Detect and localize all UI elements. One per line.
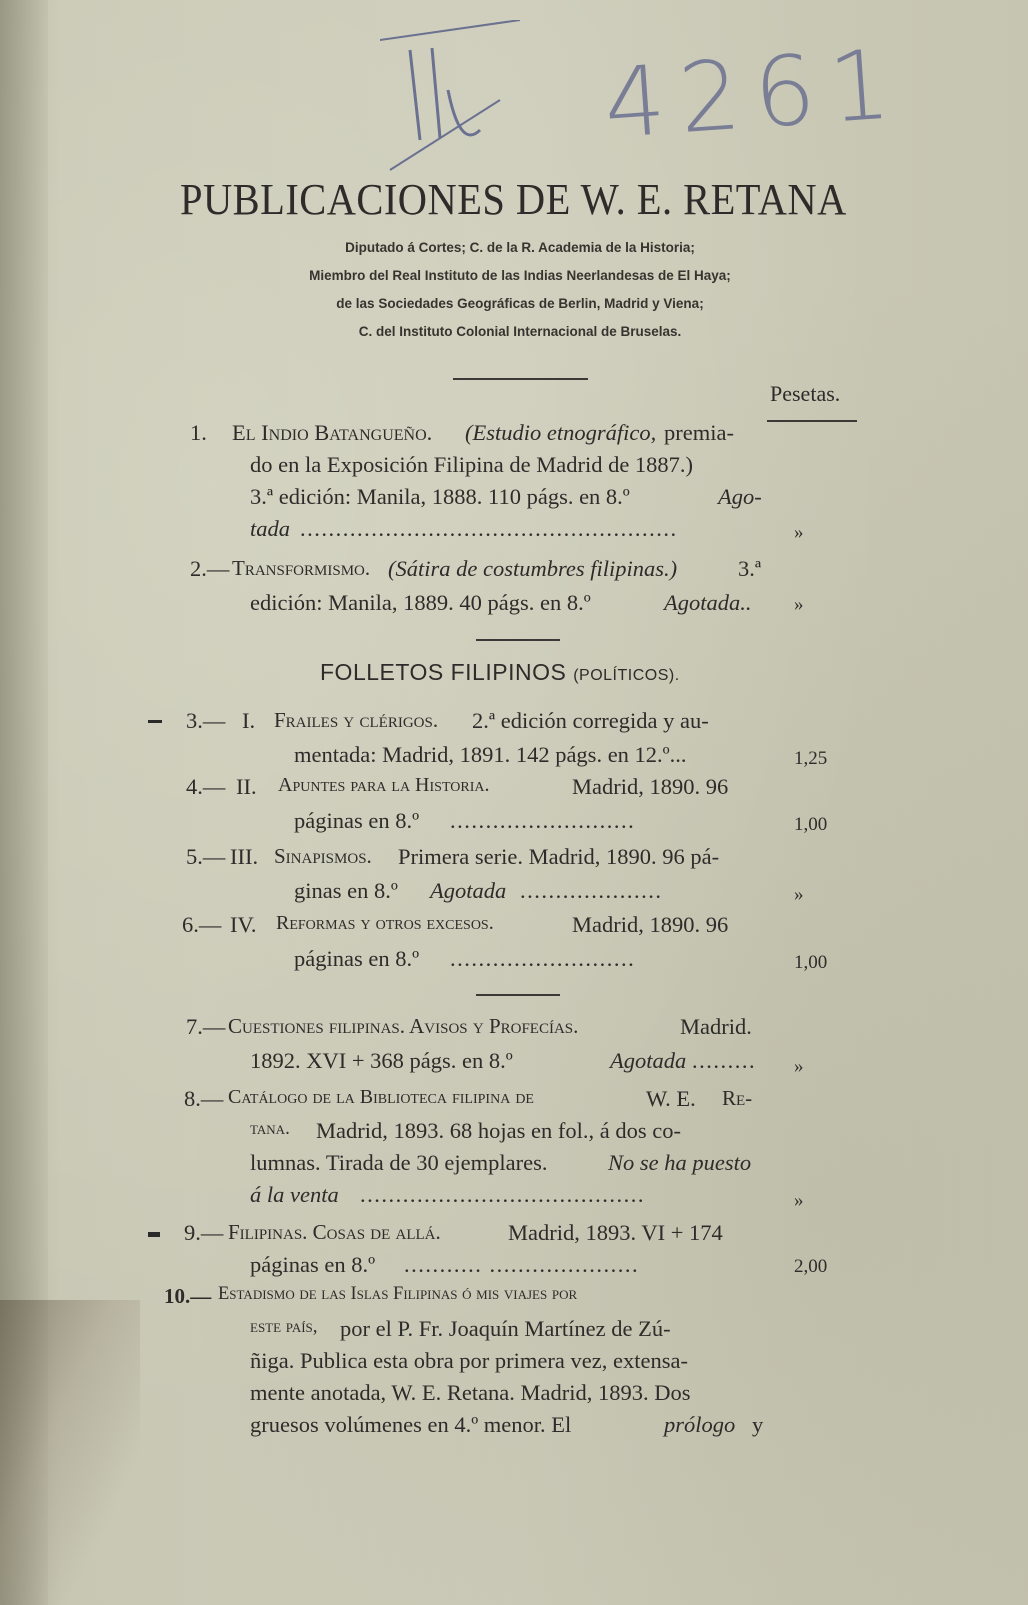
entry-number: 7.— bbox=[186, 1014, 226, 1039]
entry-number: 4.— bbox=[186, 774, 226, 799]
entry-title: este país, bbox=[250, 1316, 318, 1337]
divider bbox=[476, 639, 560, 641]
entry-price: 2,00 bbox=[794, 1256, 828, 1277]
entry-text: Madrid. bbox=[680, 1014, 752, 1039]
entry-price: 1,25 bbox=[794, 748, 828, 769]
entry-text: do en la Exposición Filipina de Madrid de 1887.) bbox=[250, 452, 694, 477]
entry-status: No se ha puesto bbox=[608, 1150, 752, 1175]
entry-text: edición: Manila, 1889. 40 págs. en 8.º bbox=[250, 590, 591, 615]
entry-number: 9.— bbox=[184, 1220, 224, 1245]
entry-price: » bbox=[794, 1056, 804, 1077]
entry-text: W. E. bbox=[646, 1086, 696, 1111]
leader-dots: .......................... bbox=[450, 808, 636, 833]
leader-dots: ......... bbox=[692, 1048, 757, 1073]
entry-price: » bbox=[794, 1190, 804, 1211]
entry-title: Cuestiones filipinas. Avisos y Profecías. bbox=[228, 1014, 579, 1038]
entry-status: Ago- bbox=[718, 484, 762, 509]
leader-dots: ........................................ bbox=[360, 1182, 645, 1207]
leader-dots: .......................... bbox=[450, 946, 636, 971]
entry-roman-numeral: IV. bbox=[230, 912, 257, 937]
entry-title: Apuntes para la Historia. bbox=[278, 774, 490, 796]
divider bbox=[476, 994, 560, 996]
entry-status: á la venta bbox=[250, 1182, 339, 1207]
section-heading-title: FOLLETOS FILIPINOS bbox=[320, 659, 567, 685]
entry-subtitle: (Estudio etnográfico, bbox=[465, 420, 657, 445]
entry-text: Primera serie. Madrid, 1890. 96 pá- bbox=[398, 844, 720, 869]
entry-title: Sinapismos. bbox=[274, 844, 372, 868]
entry-text: páginas en 8.º bbox=[294, 946, 420, 971]
entry-text: Madrid, 1893. 68 hojas en fol., á dos co- bbox=[316, 1118, 681, 1143]
leader-dots: .................... bbox=[520, 878, 663, 903]
entry-title: El Indio Batangueño. bbox=[232, 420, 433, 445]
margin-mark bbox=[148, 1232, 160, 1237]
entry-price: 1,00 bbox=[794, 952, 828, 973]
entry-number: 1. bbox=[190, 420, 207, 445]
entry-title: Transformismo. bbox=[232, 556, 371, 580]
margin-mark bbox=[148, 720, 162, 723]
handwritten-number: 4261 bbox=[600, 27, 908, 161]
price-column-header: Pesetas. bbox=[770, 381, 841, 406]
entry-text: Madrid, 1893. VI + 174 bbox=[508, 1220, 723, 1245]
entry-title: Estadismo de las Islas Filipinas ó mis viajes por bbox=[218, 1284, 578, 1304]
entry-price: » bbox=[794, 884, 804, 905]
section-heading-note: (POLÍTICOS). bbox=[573, 667, 680, 684]
entry-text: 3.ª bbox=[738, 556, 762, 581]
entry-status: Agotada bbox=[430, 878, 507, 903]
entry-text: páginas en 8.º bbox=[250, 1252, 376, 1277]
entry-price: » bbox=[794, 522, 804, 543]
entry-subtitle: (Sátira de costumbres filipinas.) bbox=[388, 556, 678, 581]
entry-text: páginas en 8.º bbox=[294, 808, 420, 833]
entry-title: Catálogo de la Biblioteca filipina de bbox=[228, 1086, 534, 1108]
entry-roman-numeral: II. bbox=[236, 774, 257, 799]
entry-text: mente anotada, W. E. Retana. Madrid, 1893. Dos bbox=[250, 1380, 691, 1405]
entry-number: 8.— bbox=[184, 1086, 224, 1111]
entry-price: » bbox=[794, 594, 804, 615]
subtitle-line-2: Miembro del Real Instituto de las Indias Neerlandesas de El Haya; bbox=[309, 268, 731, 283]
entry-number: 6.— bbox=[182, 912, 222, 937]
entry-number: 10.— bbox=[164, 1284, 212, 1308]
entry-text: 3.ª edición: Manila, 1888. 110 págs. en 8.º bbox=[250, 484, 630, 509]
entry-text: premia- bbox=[664, 420, 734, 445]
entry-title: Reformas y otros excesos. bbox=[276, 912, 494, 934]
entry-text: Madrid, 1890. 96 bbox=[572, 774, 729, 799]
entry-text: Re- bbox=[722, 1086, 753, 1110]
entry-text: gruesos volúmenes en 4.º menor. El bbox=[250, 1412, 572, 1437]
subtitle-line-1: Diputado á Cortes; C. de la R. Academia de la Historia; bbox=[345, 240, 695, 255]
leader-dots: ........... ..................... bbox=[404, 1252, 640, 1277]
entry-title: Frailes y clérigos. bbox=[274, 708, 439, 732]
divider bbox=[453, 378, 588, 380]
section-heading bbox=[320, 659, 680, 686]
entry-text: 1892. XVI + 368 págs. en 8.º bbox=[250, 1048, 513, 1073]
entry-text: prólogo bbox=[664, 1412, 736, 1437]
entry-text: tana. bbox=[250, 1118, 290, 1139]
leader-dots: ..................................................... bbox=[300, 516, 678, 541]
entry-text: Madrid, 1890. 96 bbox=[572, 912, 729, 937]
entry-number: 3.— bbox=[186, 708, 226, 733]
entry-text: ñiga. Publica esta obra por primera vez, extensa- bbox=[250, 1348, 688, 1373]
entry-number: 5.— bbox=[186, 844, 226, 869]
entry-title: Filipinas. Cosas de allá. bbox=[228, 1220, 441, 1244]
entry-text: y bbox=[752, 1412, 764, 1437]
entry-text: 2.ª edición corregida y au- bbox=[472, 708, 709, 733]
entry-text: ginas en 8.º bbox=[294, 878, 398, 903]
entry-text: por el P. Fr. Joaquín Martínez de Zú- bbox=[340, 1316, 671, 1341]
entry-text: lumnas. Tirada de 30 ejemplares. bbox=[250, 1150, 548, 1175]
entry-number: 2.— bbox=[190, 556, 230, 581]
entry-price: 1,00 bbox=[794, 814, 828, 835]
entry-roman-numeral: III. bbox=[230, 844, 259, 869]
page-title: PUBLICACIONES DE W. E. RETANA bbox=[180, 175, 847, 224]
entry-roman-numeral: I. bbox=[242, 708, 256, 733]
entry-text: mentada: Madrid, 1891. 142 págs. en 12.º... bbox=[294, 742, 687, 767]
worn-corner bbox=[0, 1300, 140, 1605]
subtitle-line-4: C. del Instituto Colonial Internacional de Bruselas. bbox=[358, 324, 682, 339]
entry-status: Agotada bbox=[610, 1048, 687, 1073]
entry-status: tada bbox=[250, 516, 291, 541]
subtitle-line-3: de las Sociedades Geográficas de Berlin, Madrid y Viena; bbox=[336, 296, 704, 311]
entry-status: Agotada.. bbox=[664, 590, 752, 615]
price-column-rule bbox=[767, 420, 857, 422]
